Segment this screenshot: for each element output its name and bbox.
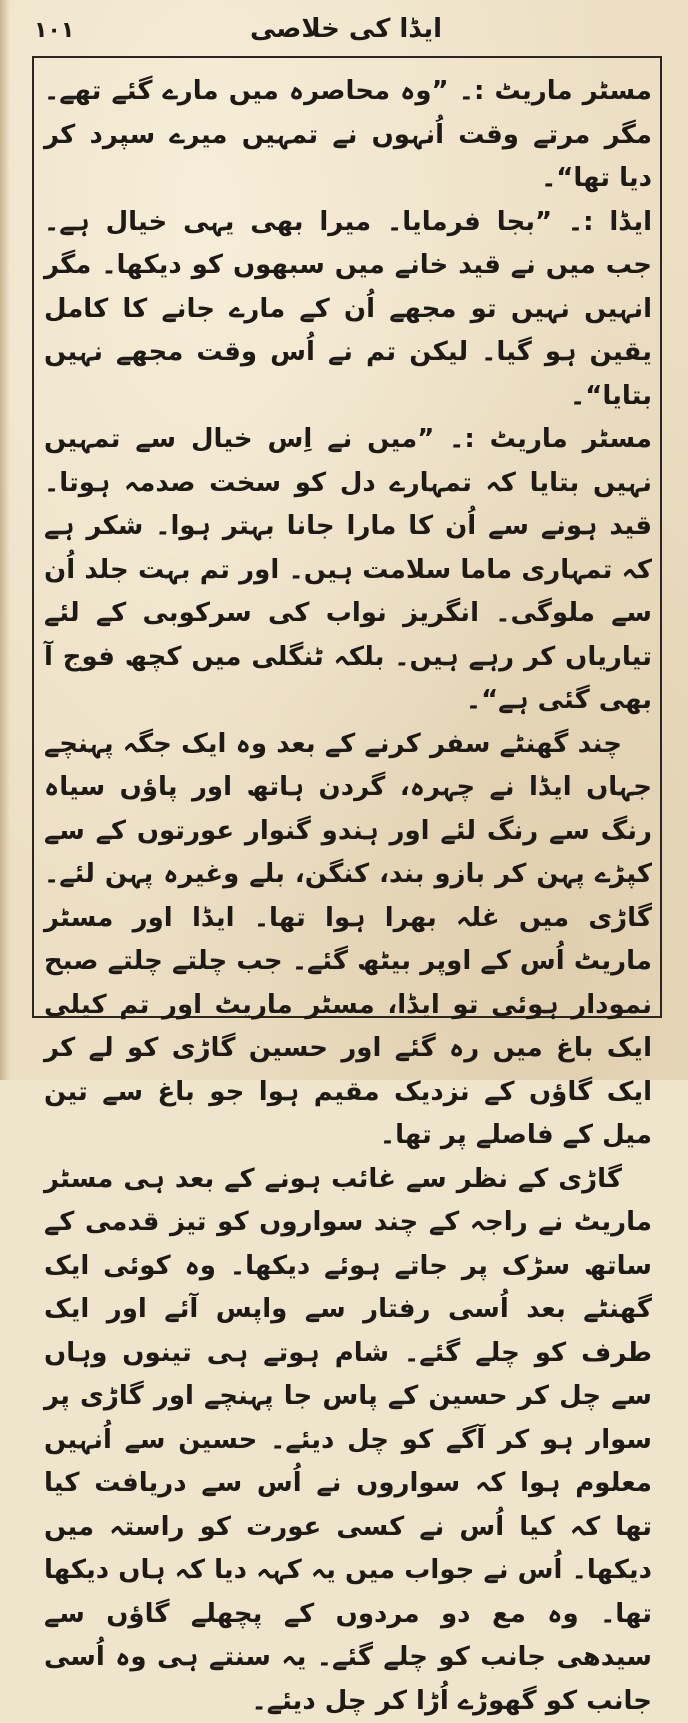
paragraph: ایڈا :۔ ”بجا فرمایا۔ میرا بھی یہی خیال ہے۔ جب میں نے قید خانے میں سبھوں کو دیکھا۔ مگر انہیں نہیں تو مجھے اُن کے مارے جانے کا کامل یقین ہو گیا۔ لیکن تم نے اُس وقت مجھے نہیں بتایا“۔ [44, 201, 652, 419]
page-number: ۱۰۱ [34, 18, 74, 43]
running-title: ایڈا کی خلاصی [30, 14, 662, 44]
page-header [30, 14, 662, 50]
body-text [44, 70, 652, 1000]
paragraph: گاڑی کے نظر سے غائب ہونے کے بعد ہی مسٹر ماریٹ نے راجہ کے چند سواروں کو تیز قدمی کے ساتھ سڑک پر جاتے ہوئے دیکھا۔ وہ کوئی ایک گھنٹے بعد اُسی رفتار سے واپس آئے اور ایک طرف کو چلے گئے۔ شام ہوتے ہی تینوں وہاں سے چل کر حسین کے پاس جا پہنچے اور گاڑی پر سوار ہو کر آگے کو چل دیئے۔ حسین سے اُنہیں معلوم ہوا کہ سواروں نے اُس سے دریافت کیا تھا کہ کیا اُس نے کسی عورت کو راستہ میں دیکھا۔ اُس نے جواب میں یہ کہہ دیا کہ ہاں دیکھا تھا۔ وہ مع دو مردوں کے پچھلے گاؤں سے سیدھی جانب کو چلے گئے۔ یہ سنتے ہی وہ اُسی جانب کو گھوڑے اُڑا کر چل دیئے۔ [44, 1158, 652, 1723]
paragraph: چند گھنٹے سفر کرنے کے بعد وہ ایک جگہ پہنچے جہاں ایڈا نے چہرہ، گردن ہاتھ اور پاؤں سیاہ رنگ سے رنگ لئے اور ہندو گنوار عورتوں کے سے کپڑے پہن کر بازو بند، کنگن، بلے وغیرہ پہن لئے۔ گاڑی میں غلہ بھرا ہوا تھا۔ ایڈا اور مسٹر ماریٹ اُس کے اوپر بیٹھ گئے۔ جب چلتے چلتے صبح نمودار ہوئی تو ایڈا، مسٹر ماریٹ اور تم کیلی ایک باغ میں رہ گئے اور حسین گاڑی کو لے کر ایک گاؤں کے نزدیک مقیم ہوا جو باغ سے تین میل کے فاصلے پر تھا۔ [44, 723, 652, 1158]
paragraph: مسٹر ماریٹ :۔ ”میں نے اِس خیال سے تمہیں نہیں بتایا کہ تمہارے دل کو سخت صدمہ ہوتا۔ قید ہونے سے اُن کا مارا جانا بہتر ہوا۔ شکر ہے کہ تمہاری ماما سلامت ہیں۔ اور تم بہت جلد اُن سے ملوگی۔ انگریز نواب کی سرکوبی کے لئے تیاریاں کر رہے ہیں۔ بلکہ ٹنگلی میں کچھ فوج آ بھی گئی ہے“۔ [44, 418, 652, 723]
paragraph: مسٹر ماریٹ :۔ ”وہ محاصرہ میں مارے گئے تھے۔ مگر مرتے وقت اُنہوں نے تمہیں میرے سپرد کر دیا تھا“۔ [44, 70, 652, 201]
page-gutter-shadow [0, 0, 10, 1080]
